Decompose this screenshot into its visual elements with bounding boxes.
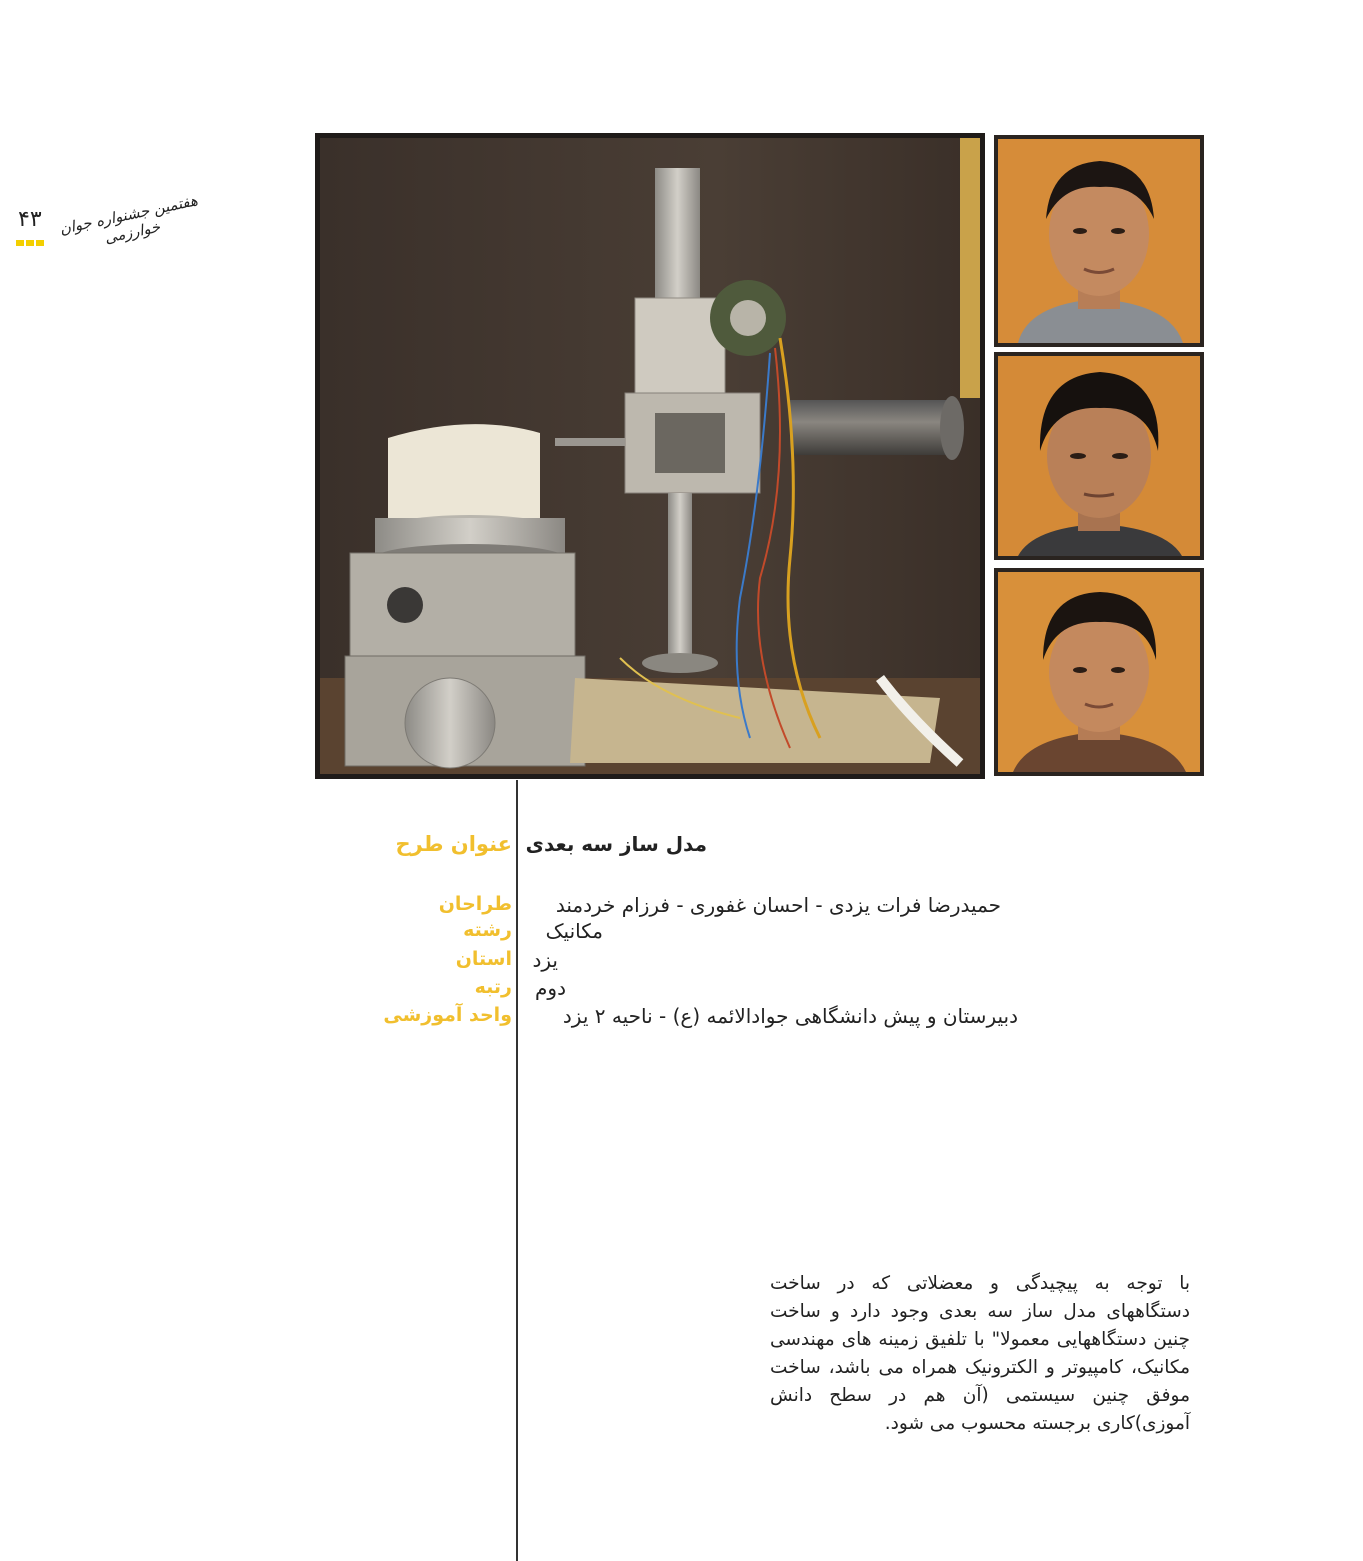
machine-photo <box>315 133 985 779</box>
field-value-designers: حمیدرضا فرات یزدی - احسان غفوری - فرزام خردمند <box>555 893 1001 917</box>
field-label-rank: رتبه <box>474 976 512 998</box>
project-description: با توجه به پیچیدگی و معضلاتی که در ساخت دستگاههای مدل ساز سه بعدی وجود دارد و ساخت چنین دستگاههایی معمولا" با تلفیق زمینه های مهندسی مکانیک، کامپیوتر و الکترونیک همراه می باشد، ساخت موفق چنین سیستمی (آن هم در سطح دانش آموزی)کاری برجسته محسوب می شود. <box>770 1273 1190 1434</box>
portrait-illustration <box>998 139 1200 343</box>
portrait-illustration <box>998 572 1200 772</box>
title-value: مدل ساز سه بعدی <box>525 832 707 856</box>
portrait-illustration <box>998 356 1200 556</box>
designer-portrait-3 <box>994 568 1204 776</box>
field-value-rank: دوم <box>535 976 566 1000</box>
column-divider <box>516 780 518 1561</box>
field-value-major: مکانیک <box>545 919 603 943</box>
page-number: ۴۳ <box>18 207 42 232</box>
field-value-school: دبیرستان و پیش دانشگاهی جوادالائمه (ع) - ناحیه ۲ یزد <box>562 1004 1018 1028</box>
field-label-designers: طراحان <box>438 893 512 915</box>
page-marker <box>16 240 46 246</box>
running-title: هفتمین جشنواره جوان خوارزمی <box>57 191 200 247</box>
field-label-school: واحد آموزشی <box>383 1004 512 1026</box>
machine-illustration <box>320 138 980 774</box>
designer-portrait-1 <box>994 135 1204 347</box>
title-label: عنوان طرح <box>395 832 512 856</box>
designer-portrait-2 <box>994 352 1204 560</box>
field-value-province: یزد <box>532 948 558 972</box>
field-label-province: استان <box>455 948 512 970</box>
field-label-major: رشته <box>463 919 512 941</box>
